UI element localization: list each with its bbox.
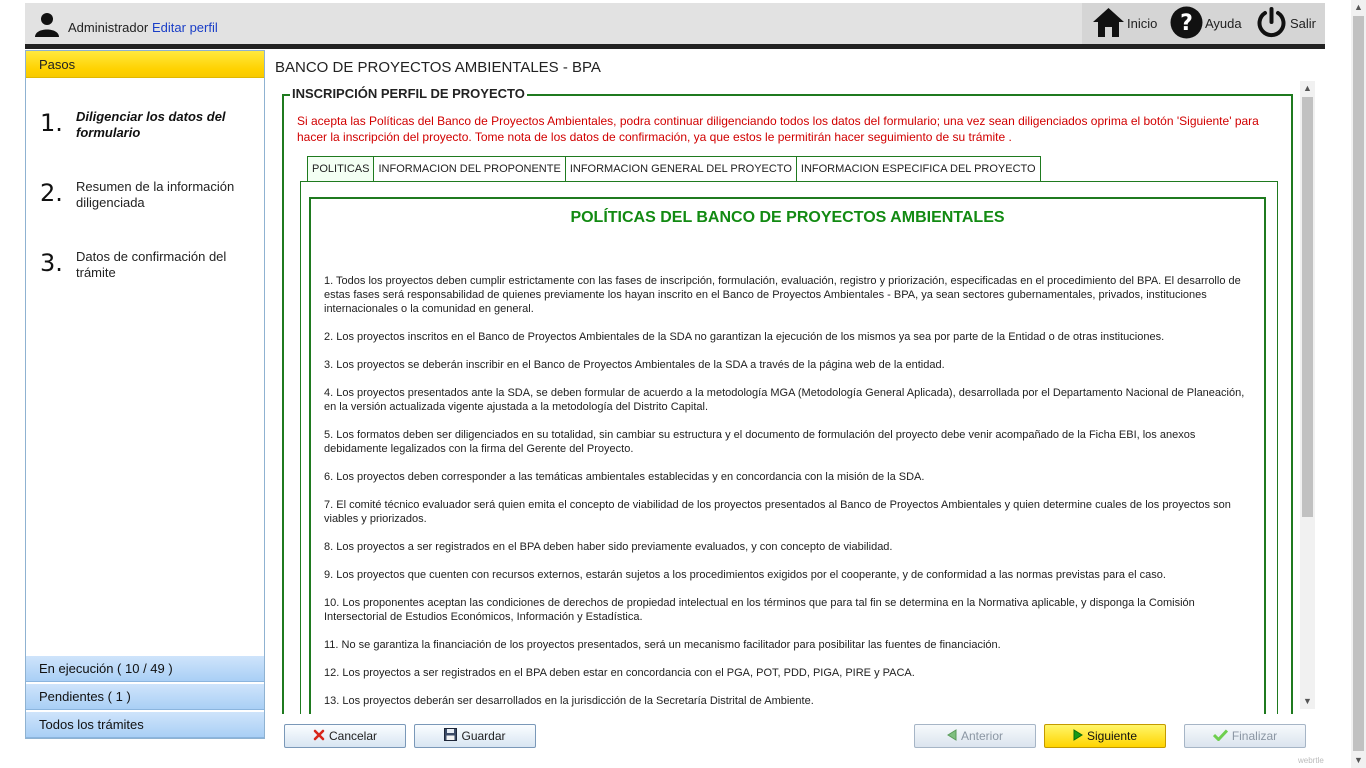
policy-item: 3. Los proyectos se deberán inscribir en el Banco de Proyectos Ambientales de la SDA a través de la página web de la entidad. bbox=[324, 359, 945, 371]
policy-item: 4. Los proyectos presentados ante la SDA, se deben formular de acuerdo a la metodología MGA (Metodología General Aplicada), desarrollada por el Departamento Nacional de Planeación, en la versión actualizada vigente ajustada a la metodología del Distrito Capital. bbox=[324, 387, 1245, 413]
cancel-label: Cancelar bbox=[328, 729, 378, 743]
page-title: BANCO DE PROYECTOS AMBIENTALES - BPA bbox=[275, 59, 601, 76]
nav-logout[interactable] bbox=[1255, 3, 1316, 44]
home-icon bbox=[1092, 6, 1127, 42]
policy-item: 13. Los proyectos deberán ser desarrollados en la jurisdicción de la Secretaría Distrital de Ambiente. bbox=[324, 695, 814, 707]
step-label: Datos de confirmación del trámite bbox=[76, 249, 227, 280]
next-label: Siguiente bbox=[1086, 729, 1138, 743]
menu-pending[interactable]: Pendientes ( 1 ) bbox=[26, 683, 264, 710]
watermark: webrtle bbox=[1298, 756, 1324, 765]
page-scrollbar[interactable] bbox=[1351, 0, 1366, 768]
arrow-left-icon bbox=[947, 729, 961, 744]
floppy-disk-icon bbox=[444, 728, 461, 744]
tab-info-general[interactable]: INFORMACION GENERAL DEL PROYECTO bbox=[565, 156, 797, 182]
steps-panel bbox=[25, 50, 265, 739]
page-scroll-thumb[interactable] bbox=[1353, 16, 1364, 751]
menu-in-progress[interactable]: En ejecución ( 10 / 49 ) bbox=[26, 655, 264, 682]
policy-item: 10. Los proponentes aceptan las condiciones de derechos de propiedad intelectual en los términos que para tal fin se determina en la Normativa aplicable, y disponga la Comisión Intersectorial de Estudios Económicos, Información y Estadística. bbox=[324, 597, 1195, 623]
scroll-up-icon[interactable]: ▲ bbox=[1303, 83, 1312, 93]
section-title: INSCRIPCIÓN PERFIL DE PROYECTO bbox=[292, 86, 525, 101]
checkmark-icon bbox=[1213, 729, 1232, 744]
nav-home[interactable] bbox=[1092, 3, 1157, 44]
policy-item: 6. Los proyectos deben corresponder a las temáticas ambientales establecidas y en concordancia con la misión de la SDA. bbox=[324, 471, 925, 483]
step-number: 1. bbox=[40, 109, 63, 137]
form-tabs bbox=[307, 156, 1040, 182]
nav-help[interactable] bbox=[1170, 3, 1242, 44]
step-2 bbox=[40, 179, 241, 211]
policy-item: 12. Los proyectos a ser registrados en el BPA deben estar en concordancia con el PGA, POT, PDD, PIGA, PIRE y PACA. bbox=[324, 667, 915, 679]
nav-home-label: Inicio bbox=[1127, 16, 1158, 31]
policy-item: 8. Los proyectos a ser registrados en el BPA deben haber sido previamente evaluados, y con concepto de viabilidad. bbox=[324, 541, 893, 553]
step-number: 2. bbox=[40, 179, 63, 207]
policy-item: 11. No se garantiza la financiación de los proyectos presentados, será un mecanismo facilitador para posibilitar las fuentes de financiación. bbox=[324, 639, 1001, 651]
policy-item: 9. Los proyectos que cuenten con recursos externos, estarán sujetos a los procedimientos exigidos por el cooperante, y de conformidad a las normas previstas para el caso. bbox=[324, 569, 1166, 581]
steps-header[interactable]: Pasos bbox=[26, 51, 264, 78]
save-button[interactable] bbox=[414, 724, 536, 748]
policy-item: 1. Todos los proyectos deben cumplir estrictamente con las fases de inscripción, formulación, evaluación, registro y priorización, especificadas en el procedimiento del BPA. El desarrollo de estas fases será responsabilidad de quienes previamente los hayan inscrito en el Banco de Proyectos Ambientales - BPA, ya sean sectores gubernamentales, privados, instituciones internacionales o la comunidad en general. bbox=[324, 275, 1241, 315]
content-scroll-thumb[interactable] bbox=[1302, 97, 1313, 517]
cancel-button[interactable] bbox=[284, 724, 406, 748]
menu-all-procedures[interactable]: Todos los trámites bbox=[26, 711, 264, 738]
step-3 bbox=[40, 249, 241, 281]
header-divider bbox=[25, 44, 1325, 49]
step-1 bbox=[40, 109, 241, 141]
top-header bbox=[25, 3, 1325, 44]
previous-button[interactable] bbox=[914, 724, 1036, 748]
tab-proponente[interactable]: INFORMACION DEL PROPONENTE bbox=[373, 156, 565, 182]
tab-politicas[interactable]: POLITICAS bbox=[307, 156, 374, 182]
previous-label: Anterior bbox=[960, 729, 1004, 743]
policies-box bbox=[309, 197, 1266, 714]
policy-item: 5. Los formatos deben ser diligenciados en su totalidad, sin cambiar su estructura y el documento de formulación del proyecto debe venir acompañado de la Ficha EBI, los anexos debidamente legalizados con la firma del Gerente del Proyecto. bbox=[324, 429, 1196, 455]
nav-logout-label: Salir bbox=[1290, 16, 1317, 31]
policy-item: 2. Los proyectos inscritos en el Banco de Proyectos Ambientales de la SDA no garantizan la ejecución de los mismos ya sea por parte de la Entidad o de otras instituciones. bbox=[324, 331, 1165, 343]
user-icon bbox=[34, 11, 60, 37]
help-icon bbox=[1170, 6, 1205, 42]
policy-item: 7. El comité técnico evaluador será quien emita el concepto de viabilidad de los proyectos presentados al Banco de Proyectos Ambientales y quien determine cuales de los proyectos son viables y priorizados. bbox=[324, 499, 1231, 525]
finish-label: Finalizar bbox=[1231, 729, 1278, 743]
top-nav bbox=[1082, 3, 1325, 44]
content-scrollbar[interactable] bbox=[1300, 81, 1315, 709]
tab-info-especifica[interactable]: INFORMACION ESPECIFICA DEL PROYECTO bbox=[796, 156, 1041, 182]
arrow-right-icon bbox=[1073, 729, 1087, 744]
save-label: Guardar bbox=[461, 729, 506, 743]
edit-profile-link[interactable]: Editar perfil bbox=[152, 20, 218, 35]
finish-button[interactable] bbox=[1184, 724, 1306, 748]
next-button[interactable] bbox=[1044, 724, 1166, 748]
scroll-down-icon[interactable]: ▼ bbox=[1303, 696, 1312, 706]
policies-title: POLÍTICAS DEL BANCO DE PROYECTOS AMBIENTALES bbox=[570, 209, 1005, 226]
user-name: Administrador bbox=[68, 20, 149, 35]
step-number: 3. bbox=[40, 249, 63, 277]
instructions-text: Si acepta las Políticas del Banco de Proyectos Ambientales, podra continuar diligenciando todos los datos del formulario; una vez sean diligenciados oprima el botón 'Siguiente' para hacer la inscripción del proyecto. Tome nota de los datos de confirmación, ya que estos le permitirán hacer seguimiento de su trámite . bbox=[297, 114, 1259, 144]
power-icon bbox=[1255, 6, 1290, 42]
close-icon bbox=[313, 729, 329, 744]
step-label: Diligenciar los datos del formulario bbox=[76, 109, 226, 140]
step-label: Resumen de la información diligenciada bbox=[76, 179, 235, 210]
svg-text:?: ? bbox=[1180, 10, 1193, 36]
policies-list bbox=[324, 274, 1254, 714]
page-scroll-down-icon[interactable]: ▼ bbox=[1354, 755, 1363, 765]
nav-help-label: Ayuda bbox=[1205, 16, 1242, 31]
page-scroll-up-icon[interactable]: ▲ bbox=[1354, 2, 1363, 12]
